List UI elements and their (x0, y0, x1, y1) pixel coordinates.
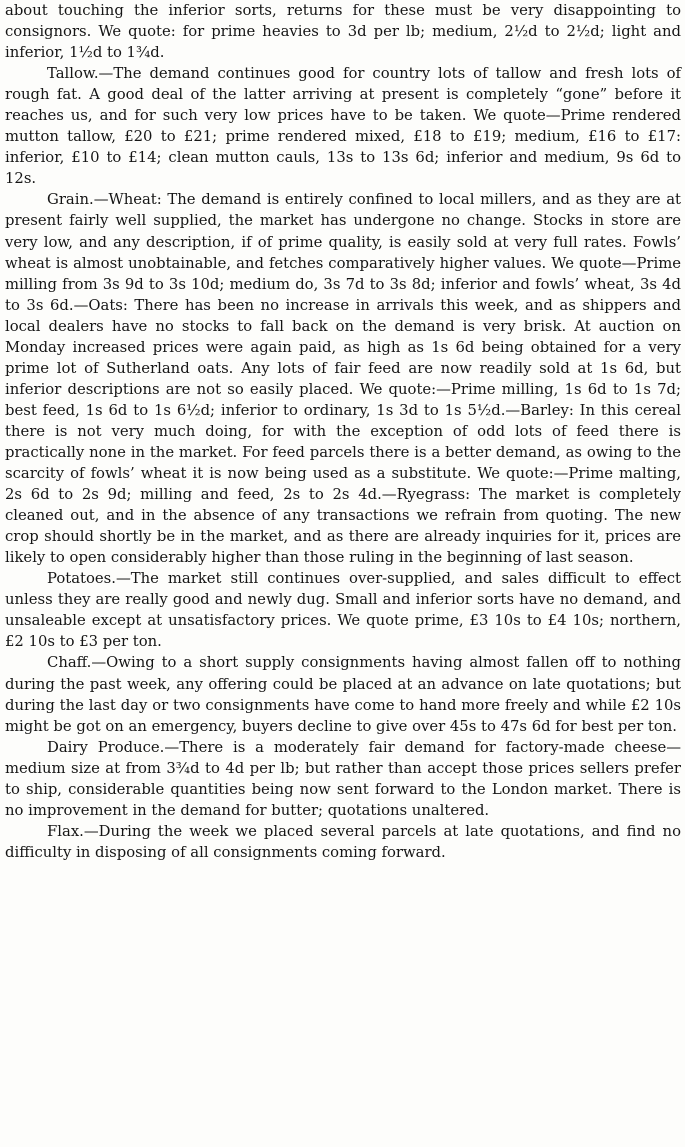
section-heading: Chaff. (47, 654, 92, 672)
paragraph-potatoes (5, 568, 681, 652)
paragraph-text: about touching the inferior sorts, returns for these must be very disappointing to consignors. We quote: for prime heavies to 3d per lb; medium, 2½d to 2½d; light and inferior, 1½d to 1¾d. (5, 2, 681, 62)
section-heading: Tallow. (47, 65, 99, 83)
section-heading: Flax. (47, 822, 84, 840)
paragraph-text: —During the week we placed several parcels at late quotations, and find no difficulty in disposing of all consignments coming forward. (5, 822, 681, 861)
section-heading: Dairy Produce. (47, 738, 165, 756)
paragraph-text: —Wheat: The demand is entirely confined to local millers, and as they are at present fairly well supplied, the market has undergone no change. Stocks in store are very low, and any description, if of prime quality, is easily sold at very full rates. Fowls’ wheat is almost unobtainable, and fetches comparatively higher values. We quote—Prime milling from 3s 9d to 3s 10d; medium do, 3s 7d to 3s 8d; inferior and fowls’ wheat, 3s 4d to 3s 6d.—Oats: There has been no increase in arrivals this week, and as shippers and local dealers have no stocks to fall back on the demand is very brisk. At auction on Monday increased prices were again paid, as high as 1s 6d being obtained for a very prime lot of Sutherland oats. Any lots of fair feed are now readily sold at 1s 6d, but inferior descriptions are not so easily placed. We quote:—Prime milling, 1s 6d to 1s 7d; best feed, 1s 6d to 1s 6½d; inferior to ordinary, 1s 3d to 1s 5½d.—Barley: In this cereal there is not very much doing, for with the exception of odd lots of feed there is practically none in the market. For feed parcels there is a better demand, as owing to the scarcity of fowls’ wheat it is now being used as a substitute. We quote:—Prime malting, 2s 6d to 2s 9d; milling and feed, 2s to 2s 4d.—Ryegrass: The market is completely cleaned out, and in the absence of any transactions we refrain from quoting. The new crop should shortly be in the market, and as there are already inquiries for it, prices are likely to open considerably higher than those ruling in the beginning of last season. (5, 191, 681, 567)
section-heading: Grain. (47, 191, 94, 209)
section-heading: Potatoes. (47, 570, 116, 588)
paragraph-text: —The market still continues over-supplied, and sales difficult to effect unless they are really good and newly dug. Small and inferior sorts have no demand, and unsaleable except at unsatisfactory prices. We quote prime, £3 10s to £4 10s; northern, £2 10s to £3 per ton. (5, 570, 681, 651)
paragraph-grain (5, 189, 681, 568)
paragraph-tallow (5, 63, 681, 189)
paragraph-wool-continuation (5, 0, 681, 63)
paragraph-dairy-produce (5, 737, 681, 821)
paragraph-text: —There is a moderately fair demand for factory-made cheese—medium size at from 3¾d to 4d per lb; but rather than accept those prices sellers prefer to ship, considerable quantities being now sent forward to the London market. There is no improvement in the demand for butter; quotations unaltered. (5, 738, 681, 819)
paragraph-text: —The demand continues good for country lots of tallow and fresh lots of rough fat. A good deal of the latter arriving at present is completely “gone” before it reaches us, and for such very low prices have to be taken. We quote—Prime rendered mutton tallow, £20 to £21; prime rendered mixed, £18 to £19; medium, £16 to £17: inferior, £10 to £14; clean mutton cauls, 13s to 13s 6d; inferior and medium, 9s 6d to 12s. (5, 65, 681, 188)
paragraph-chaff (5, 652, 681, 736)
paragraph-flax (5, 821, 681, 863)
paragraph-text: —Owing to a short supply consignments having almost fallen off to nothing during the past week, any offering could be placed at an advance on late quotations; but during the last day or two consignments have come to hand more freely and while £2 10s might be got on an emergency, buyers decline to give over 45s to 47s 6d for best per ton. (5, 654, 681, 735)
